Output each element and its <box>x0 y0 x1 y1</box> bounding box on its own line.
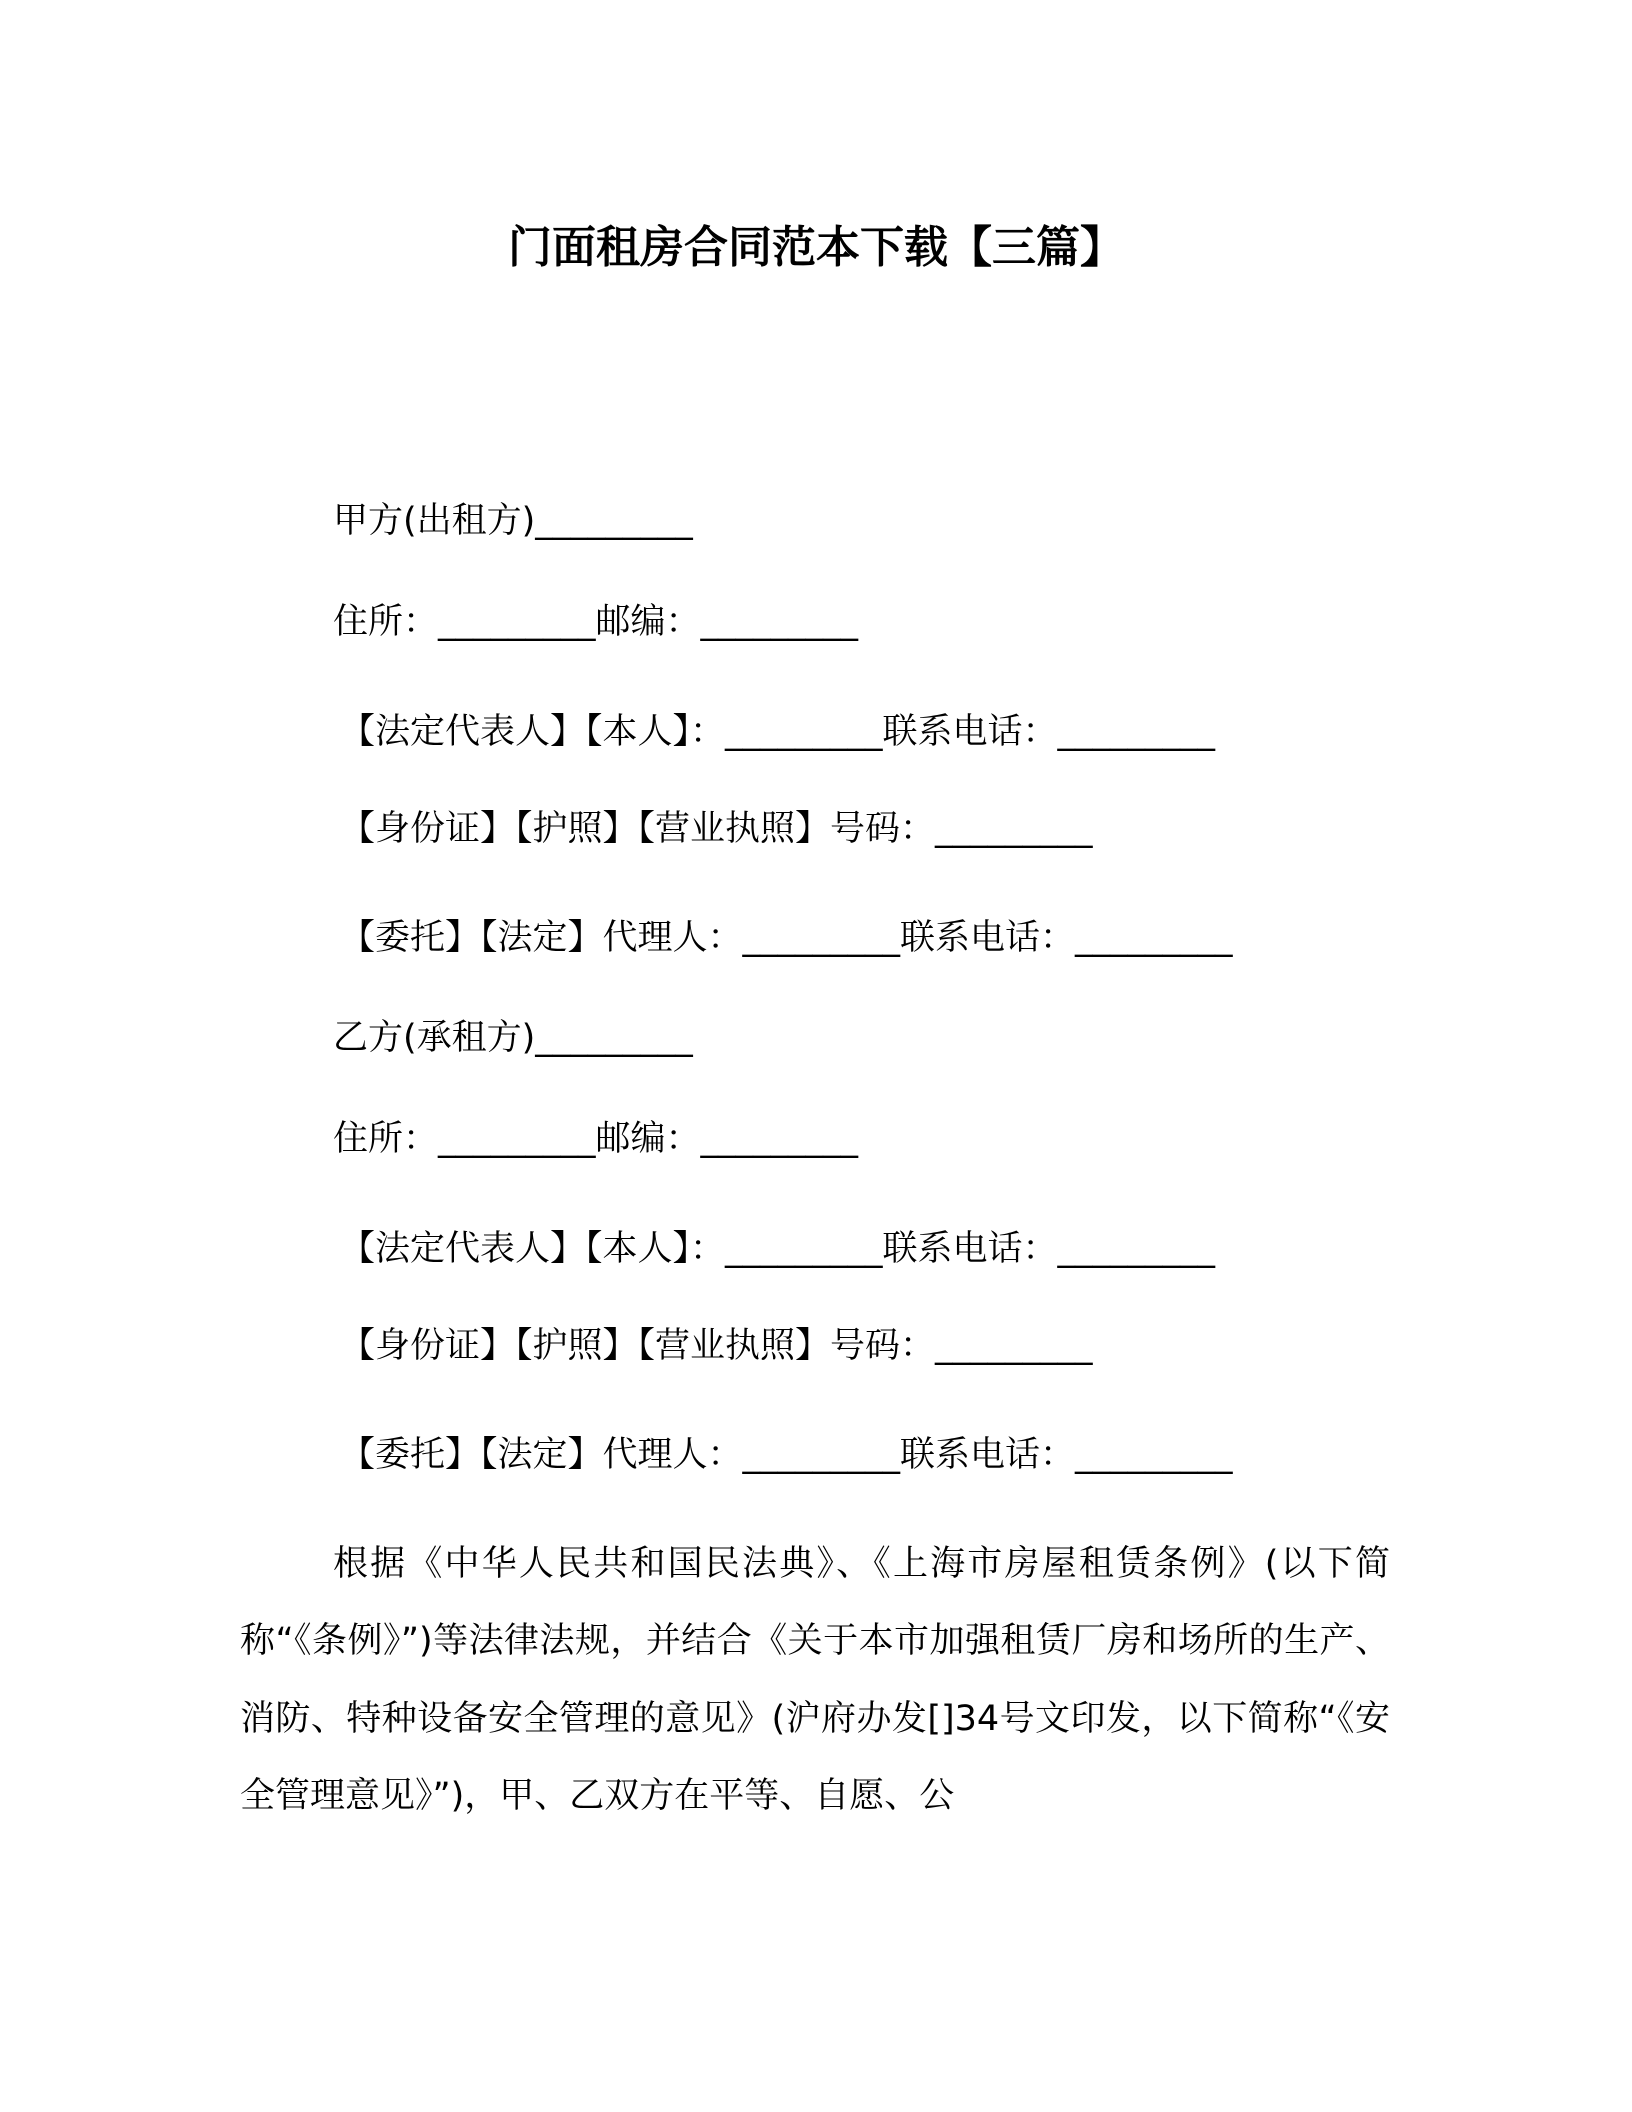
document-title: 门面租房合同范本下载【三篇】 <box>508 222 1124 273</box>
party-a-representative-line: 【法定代表人】【本人】：_________联系电话：_________ <box>340 712 1216 752</box>
party-a-id-line: 【身份证】【护照】【营业执照】号码：_________ <box>340 809 1093 849</box>
party-a-agent-line: 【委托】【法定】代理人：_________联系电话：_________ <box>340 918 1233 958</box>
party-b-representative-line: 【法定代表人】【本人】：_________联系电话：_________ <box>340 1229 1216 1269</box>
body-paragraph: 根据《中华人民共和国民法典》、《上海市房屋租赁条例》(以下简称“《条例》”)等法律法规，并结合《关于本市加强租赁厂房和场所的生产、消防、特种设备安全管理的意见》(沪府办发[]34号文印发，以下简称“《安全管理意见》”)，甲、乙双方在平等、自愿、公 <box>240 1544 1390 1816</box>
party-a-address-line: 住所：_________邮编：_________ <box>333 602 859 642</box>
party-a-line: 甲方(出租方)_________ <box>333 501 693 541</box>
party-b-line: 乙方(承租方)_________ <box>333 1018 693 1058</box>
party-b-agent-line: 【委托】【法定】代理人：_________联系电话：_________ <box>340 1435 1233 1475</box>
party-b-id-line: 【身份证】【护照】【营业执照】号码：_________ <box>340 1326 1093 1366</box>
party-b-address-line: 住所：_________邮编：_________ <box>333 1119 859 1159</box>
